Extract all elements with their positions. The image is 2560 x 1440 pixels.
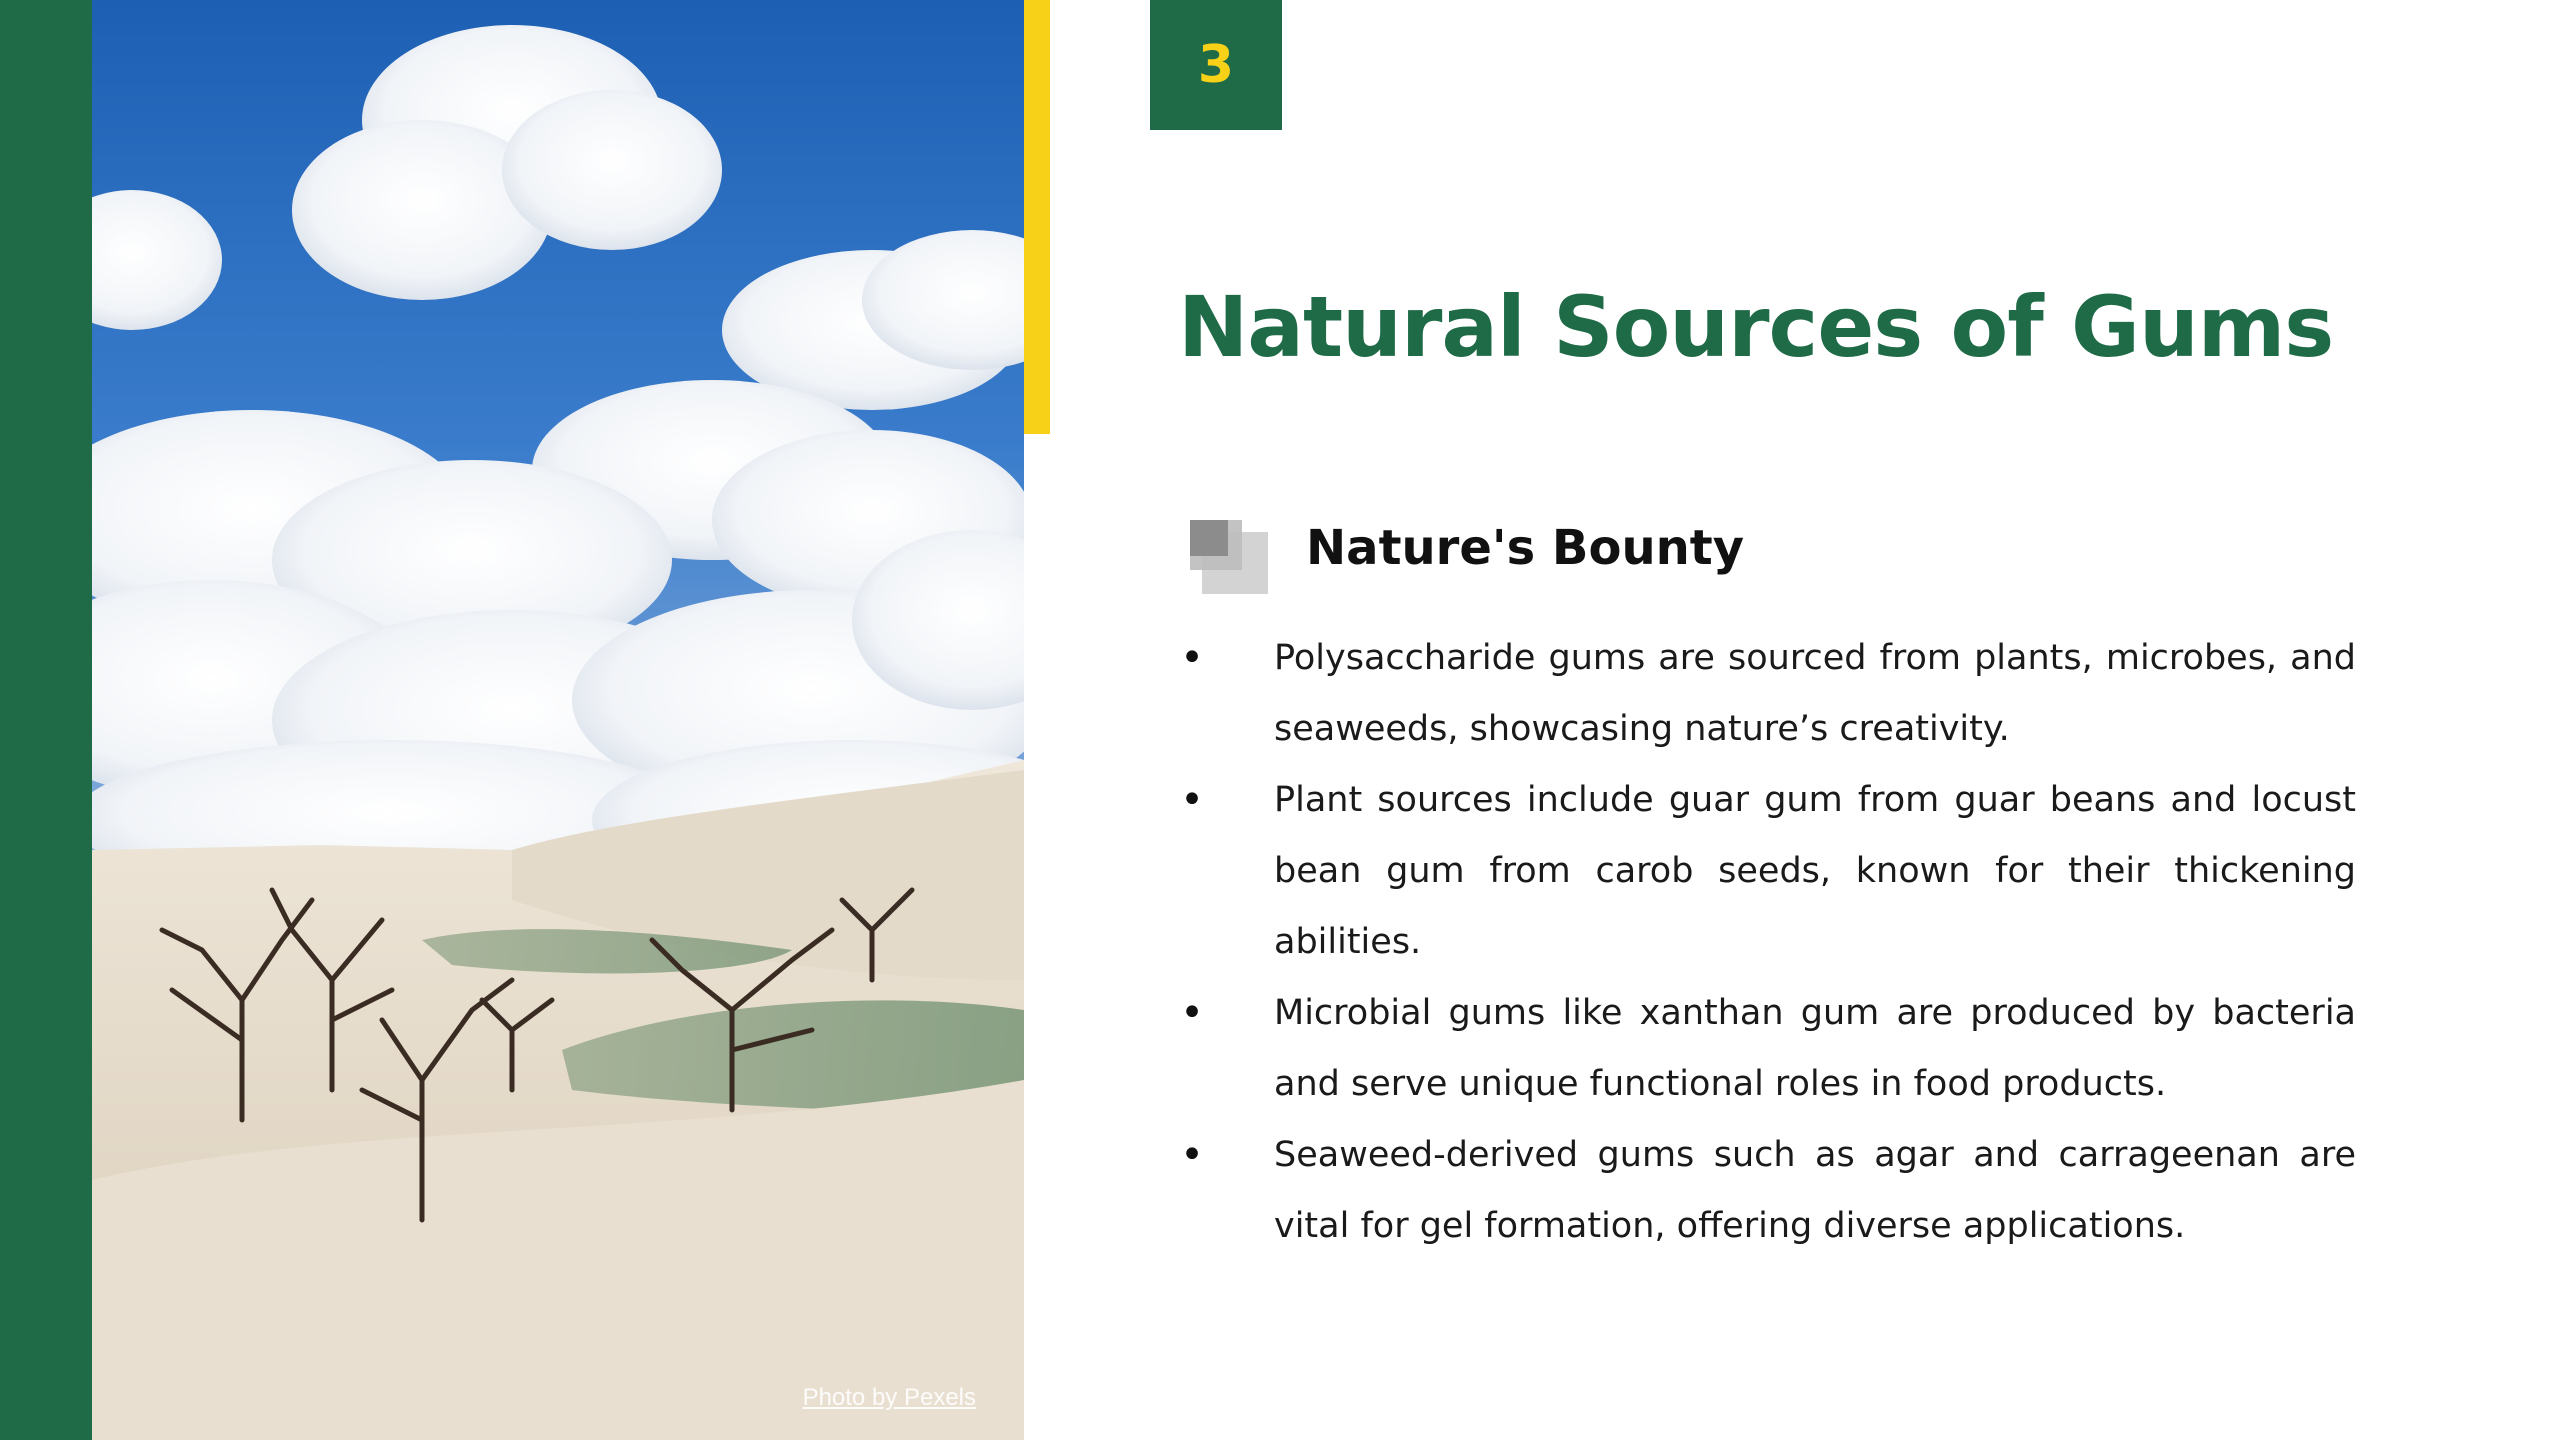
bullet-text: Plant sources include guar gum from guar beans and locust bean gum from carob seeds, known for their thickening abilities. — [1274, 780, 2356, 962]
yellow-accent-strip — [1024, 0, 1050, 434]
left-accent-bar — [0, 0, 92, 1440]
slide-number-badge: 3 — [1150, 0, 1282, 130]
bullet-text: Microbial gums like xanthan gum are produced by bacteria and serve unique functional roles in food products. — [1274, 993, 2356, 1104]
list-item — [1180, 765, 2356, 978]
bullet-marker: • — [1180, 1132, 1204, 1178]
bullet-marker: • — [1180, 777, 1204, 823]
desert-landscape-image — [92, 0, 1024, 1440]
bullet-text: Polysaccharide gums are sourced from plants, microbes, and seaweeds, showcasing nature’s creativity. — [1274, 638, 2356, 749]
bullet-text: Seaweed-derived gums such as agar and carrageenan are vital for gel formation, offering diverse applications. — [1274, 1135, 2356, 1246]
slide-title: Natural Sources of Gums — [1178, 278, 2334, 376]
list-item — [1180, 1120, 2356, 1262]
bullet-marker: • — [1180, 990, 1204, 1036]
list-item — [1180, 623, 2356, 765]
bullet-marker: • — [1180, 635, 1204, 681]
photo-credit-link[interactable]: Photo by Pexels — [802, 1384, 976, 1411]
list-item — [1180, 978, 2356, 1120]
desert-photo — [92, 0, 1024, 1440]
bullet-list — [1180, 623, 2356, 1262]
subheading: Nature's Bounty — [1306, 520, 1745, 576]
overlapping-squares-icon — [1188, 518, 1272, 598]
